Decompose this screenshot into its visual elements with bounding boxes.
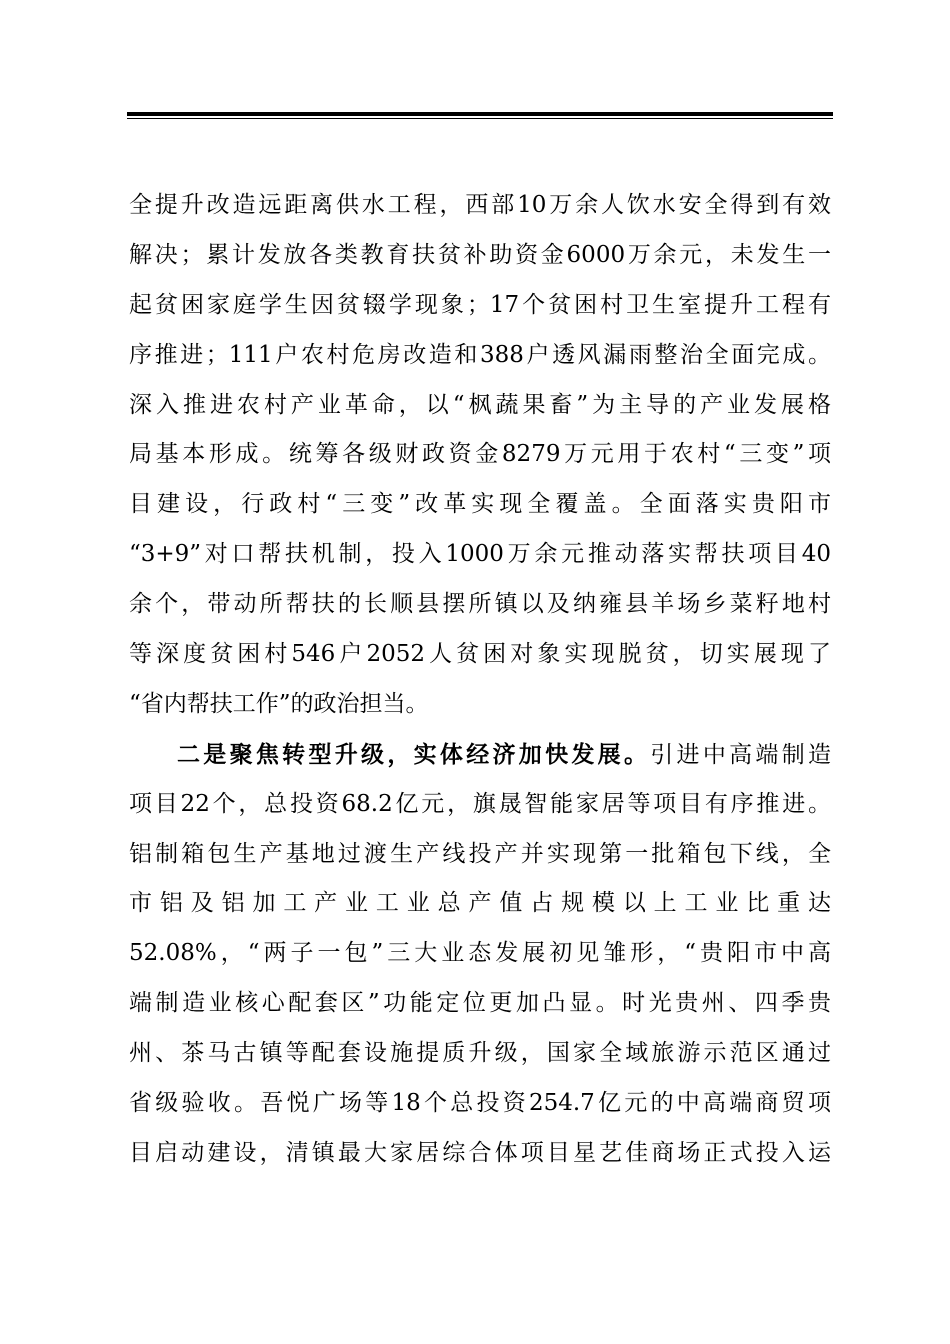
body-text xyxy=(129,181,831,1179)
text-line: 端制造业核心配套区”功能定位更加凸显。时光贵州、四季贵 xyxy=(129,990,831,1017)
text-line: 目建设，行政村“三变”改革实现全覆盖。全面落实贵阳市 xyxy=(129,491,831,518)
text-line: 省级验收。吾悦广场等18个总投资254.7亿元的中高端商贸项 xyxy=(129,1090,831,1117)
paragraph-2 xyxy=(129,730,831,1179)
paragraph-lead-rest: 引进中高端制造 xyxy=(650,741,832,768)
text-line: 起贫困家庭学生因贫辍学现象；17个贫困村卫生室提升工程有 xyxy=(129,291,831,318)
text-line: 目启动建设，清镇最大家居综合体项目星艺佳商场正式投入运 xyxy=(129,1139,831,1166)
text-line: 52.08%，“两子一包”三大业态发展初见雏形，“贵阳市中高 xyxy=(129,940,831,967)
text-line: 解决；累计发放各类教育扶贫补助资金6000万余元，未发生一 xyxy=(129,241,831,268)
text-line: 局基本形成。统筹各级财政资金8279万元用于农村“三变”项 xyxy=(129,441,831,468)
text-line: 项目22个，总投资68.2亿元，旗晟智能家居等项目有序推进。 xyxy=(129,790,831,817)
text-line: 市铝及铝加工产业工业总产值占规模以上工业比重达 xyxy=(129,890,831,917)
paragraph-1 xyxy=(129,181,831,730)
header-double-rule xyxy=(127,112,833,119)
paragraph-lead-heading: 二是聚焦转型升级，实体经济加快发展。 xyxy=(177,740,651,768)
text-line: 深入推进农村产业革命，以“枫蔬果畜”为主导的产业发展格 xyxy=(129,391,831,418)
text-line: 州、茶马古镇等配套设施提质升级，国家全域旅游示范区通过 xyxy=(129,1040,831,1067)
text-line: 等深度贫困村546户2052人贫困对象实现脱贫，切实展现了 xyxy=(129,641,831,668)
text-line-lead xyxy=(129,730,831,780)
text-line: 全提升改造远距离供水工程，西部10万余人饮水安全得到有效 xyxy=(129,192,831,218)
text-line: “省内帮扶工作”的政治担当。 xyxy=(129,690,429,717)
text-line: “3+9”对口帮扶机制，投入1000万余元推动落实帮扶项目40 xyxy=(129,541,831,568)
text-line: 余个，带动所帮扶的长顺县摆所镇以及纳雍县羊场乡菜籽地村 xyxy=(129,591,831,618)
text-line: 铝制箱包生产基地过渡生产线投产并实现第一批箱包下线，全 xyxy=(129,840,831,867)
header-rule-thin xyxy=(127,118,833,119)
text-line: 序推进；111户农村危房改造和388户透风漏雨整治全面完成。 xyxy=(129,341,831,368)
